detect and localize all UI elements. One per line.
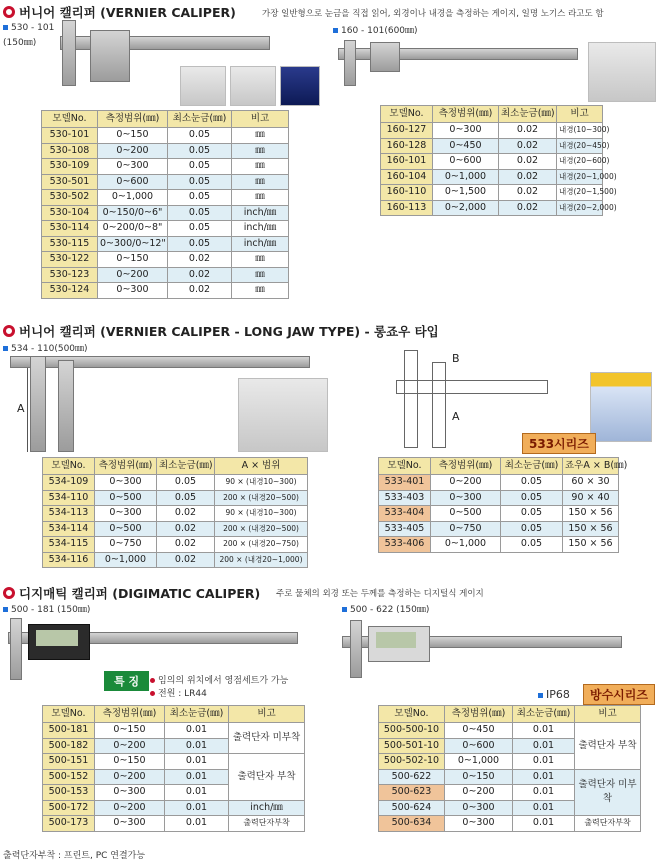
header-range: 측정범위(㎜) xyxy=(95,458,157,475)
value-cell: 0.02 xyxy=(168,267,232,283)
footnote: 출력단자부착 : 프린트, PC 연결가능 xyxy=(3,851,146,861)
value-cell: 0~2,000 xyxy=(433,200,499,216)
header-range: 측정범위(㎜) xyxy=(98,111,168,128)
value-cell: inch/㎜ xyxy=(232,221,289,237)
model-cell: 160-127 xyxy=(381,123,433,139)
value-cell: 0~1,000 xyxy=(98,190,168,206)
model-cell: 160-113 xyxy=(381,200,433,216)
model-cell: 500-153 xyxy=(43,785,95,801)
section2-model-left: 534 - 110(500㎜) xyxy=(3,341,88,354)
value-cell: ㎜ xyxy=(232,252,289,268)
model-cell: 530-114 xyxy=(42,221,98,237)
value-cell: 0.02 xyxy=(499,185,557,201)
section3-title-text: 디지매틱 캘리퍼 (DIGIMATIC CALIPER) xyxy=(19,586,261,601)
model-marker-icon xyxy=(538,693,543,698)
value-cell: 내경(20~1,000) xyxy=(557,169,603,185)
table-row xyxy=(43,552,308,568)
value-cell: 0.05 xyxy=(168,221,232,237)
value-cell: 0.05 xyxy=(168,159,232,175)
value-cell: 0~150 xyxy=(98,252,168,268)
header-resolution: 최소눈금(㎜) xyxy=(499,106,557,123)
model-cell: 500-501-10 xyxy=(379,738,445,754)
table-row xyxy=(42,159,289,175)
note-cell: 출력단자 미부착 xyxy=(575,769,641,816)
section1-model-right: 160 - 101(600㎜) xyxy=(333,23,418,36)
header-note: 비고 xyxy=(557,106,603,123)
model-cell: 534-115 xyxy=(43,537,95,553)
section1-model-left: 530 - 101 xyxy=(3,23,54,33)
feature-tag: 특 징 xyxy=(104,671,149,691)
model-marker-icon xyxy=(3,346,8,351)
value-cell: 0.05 xyxy=(501,537,563,553)
value-cell: 0~500 xyxy=(431,506,501,522)
long-jaw-usage-photo xyxy=(238,378,328,452)
value-cell: 0.05 xyxy=(157,475,215,491)
value-cell: 0~200/0~8" xyxy=(98,221,168,237)
value-cell: 0.02 xyxy=(157,506,215,522)
caliper-slider xyxy=(90,30,130,82)
feature-power: 전원 : LR44 xyxy=(150,686,207,699)
long-jaw-caliper-image xyxy=(10,356,310,368)
model-cell: 530-109 xyxy=(42,159,98,175)
value-cell: 0~300 xyxy=(95,506,157,522)
value-cell: 0.05 xyxy=(501,490,563,506)
section3-right-table: 모델No. 측정범위(㎜) 최소눈금(㎜) 비고 500-500-10 0~450 0.01 출력단자 부착 500-501-10 0~600 0.01 500-502-10 0~1,000 0.01 500-622 0~150 0.01 출력단자 미부착 500-623 0~200 0.01 500-624 0~300 0.01 500-634 0~300 0.01 출력단자부착 xyxy=(378,705,641,832)
table-row xyxy=(379,521,619,537)
waterproof-lcd-screen xyxy=(376,632,416,648)
waterproof-series-badge: 방수시리즈 xyxy=(583,684,655,705)
model-cell: 500-634 xyxy=(379,816,445,832)
header-model: 모델No. xyxy=(379,706,445,723)
large-caliper-photo xyxy=(588,42,656,102)
value-cell: 0~1,000 xyxy=(95,552,157,568)
model-cell: 530-502 xyxy=(42,190,98,206)
value-cell: 내경(10~300) xyxy=(557,123,603,139)
value-cell: 0.05 xyxy=(168,174,232,190)
value-cell: 200 × (내경20~500) xyxy=(215,490,308,506)
model-cell: 160-104 xyxy=(381,169,433,185)
model-cell: 500-623 xyxy=(379,785,445,801)
value-cell: ㎜ xyxy=(232,159,289,175)
value-cell: 200 × (내경20~750) xyxy=(215,537,308,553)
header-resolution: 최소눈금(㎜) xyxy=(168,111,232,128)
table-row xyxy=(42,174,289,190)
value-cell: 0.02 xyxy=(168,252,232,268)
dimension-label-a: A xyxy=(17,402,25,415)
value-cell: 0.05 xyxy=(501,506,563,522)
lcd-screen xyxy=(36,630,78,646)
value-cell: 내경(20~600) xyxy=(557,154,603,170)
model-cell: 530-101 xyxy=(42,128,98,144)
model-cell: 534-114 xyxy=(43,521,95,537)
section1-left-table xyxy=(41,110,289,299)
header-note: 비고 xyxy=(232,111,289,128)
long-jaw-moving xyxy=(58,360,74,452)
model-cell: 533-404 xyxy=(379,506,431,522)
value-cell: 내경(20~450) xyxy=(557,138,603,154)
value-cell: ㎜ xyxy=(232,283,289,299)
header-jaw: A × 범위 xyxy=(215,458,308,475)
value-cell: ㎜ xyxy=(232,174,289,190)
section2-title xyxy=(3,322,439,340)
large-caliper-slider xyxy=(370,42,400,72)
value-cell: ㎜ xyxy=(232,143,289,159)
value-cell: 150 × 56 xyxy=(563,537,619,553)
dimension-line-a xyxy=(27,368,28,452)
ip68-label: IP68 xyxy=(538,688,570,701)
model-cell: 500-181 xyxy=(43,723,95,739)
table-row xyxy=(42,283,289,299)
section3-left-table: 모델No. 측정범위(㎜) 최소눈금(㎜) 비고 500-181 0~150 0.01 출력단자 미부착 500-182 0~200 0.01 500-151 0~150 0.01 출력단자 부착 500-152 0~200 0.01 500-153 0~300 0.01 500-172 0~200 0.01 inch/㎜ 500-173 0~300 0.01 출력단자부착 xyxy=(42,705,305,832)
value-cell: 내경(20~2,000) xyxy=(557,200,603,216)
table-row xyxy=(381,200,603,216)
model-marker-icon xyxy=(342,607,347,612)
value-cell: 0.02 xyxy=(157,552,215,568)
model-marker-icon xyxy=(3,607,8,612)
usage-photo-3 xyxy=(280,66,320,106)
value-cell: 0.05 xyxy=(168,128,232,144)
value-cell: 90 × (내경10~300) xyxy=(215,475,308,491)
table-row xyxy=(43,537,308,553)
value-cell: 0~300/0~12" xyxy=(98,236,168,252)
model-cell: 530-108 xyxy=(42,143,98,159)
value-cell: 0.05 xyxy=(157,490,215,506)
model-cell: 500-173 xyxy=(43,816,95,832)
value-cell: inch/㎜ xyxy=(232,205,289,221)
worker-illustration xyxy=(590,372,652,442)
note-cell: 출력단자 미부착 xyxy=(229,723,305,754)
header-range: 측정범위(㎜) xyxy=(445,706,513,723)
section2-title-text: 버니어 캘리퍼 (VERNIER CALIPER - LONG JAW TYPE) - 롱죠우 타입 xyxy=(19,324,439,339)
section3-model-left: 500 - 181 (150㎜) xyxy=(3,602,90,615)
table-row xyxy=(42,128,289,144)
waterproof-fixed-jaw xyxy=(350,620,362,678)
value-cell: 0~200 xyxy=(431,475,501,491)
header-range: 측정범위(㎜) xyxy=(95,706,165,723)
value-cell: 0~300 xyxy=(98,283,168,299)
value-cell: 200 × (내경20~500) xyxy=(215,521,308,537)
section3-model-right: 500 - 622 (150㎜) xyxy=(342,602,429,615)
diagram-moving-jaw xyxy=(432,362,446,448)
table-row xyxy=(381,138,603,154)
model-cell: 534-109 xyxy=(43,475,95,491)
model-cell: 534-113 xyxy=(43,506,95,522)
header-range: 측정범위(㎜) xyxy=(431,458,501,475)
feature-zero-set: 임의의 위치에서 영점세트가 가능 xyxy=(150,673,288,686)
header-note: 비고 xyxy=(575,706,641,723)
note-cell: inch/㎜ xyxy=(229,800,305,816)
model-cell: 530-115 xyxy=(42,236,98,252)
table-row xyxy=(379,475,619,491)
header-resolution: 최소눈금(㎜) xyxy=(501,458,563,475)
note-cell: 출력단자부착 xyxy=(575,816,641,832)
feature-bullet-icon xyxy=(150,691,155,696)
value-cell: 0~150/0~6" xyxy=(98,205,168,221)
value-cell: 0.02 xyxy=(157,537,215,553)
table-row xyxy=(379,537,619,553)
value-cell: 0~300 xyxy=(431,490,501,506)
value-cell: 200 × (내경20~1,000) xyxy=(215,552,308,568)
diagram-fixed-jaw xyxy=(404,350,418,448)
model-cell: 500-500-10 xyxy=(379,723,445,739)
section1-title xyxy=(3,3,236,21)
value-cell: 0~500 xyxy=(95,490,157,506)
table-row xyxy=(381,154,603,170)
value-cell: 0~150 xyxy=(98,128,168,144)
table-row xyxy=(43,490,308,506)
section2-right-table xyxy=(378,457,628,553)
model-cell: 160-128 xyxy=(381,138,433,154)
usage-photo-1 xyxy=(180,66,226,106)
table-row xyxy=(42,143,289,159)
value-cell: 0.02 xyxy=(499,200,557,216)
model-cell: 533-405 xyxy=(379,521,431,537)
value-cell: 0~300 xyxy=(95,475,157,491)
model-cell: 530-123 xyxy=(42,267,98,283)
series-533-badge: 533시리즈 xyxy=(522,433,596,454)
model-cell: 500-172 xyxy=(43,800,95,816)
note-cell: 출력단자 부착 xyxy=(229,754,305,801)
value-cell: 0.05 xyxy=(168,236,232,252)
value-cell: ㎜ xyxy=(232,267,289,283)
value-cell: 0~300 xyxy=(433,123,499,139)
value-cell: 0.02 xyxy=(499,138,557,154)
table-row xyxy=(42,221,289,237)
value-cell: 0.02 xyxy=(157,521,215,537)
value-cell: 0~600 xyxy=(98,174,168,190)
value-cell: 0.05 xyxy=(168,143,232,159)
value-cell: 0.05 xyxy=(501,475,563,491)
section2-left-table xyxy=(42,457,308,568)
model-cell: 533-406 xyxy=(379,537,431,553)
table-row xyxy=(379,490,619,506)
model-marker-icon xyxy=(3,25,8,30)
value-cell: ㎜ xyxy=(232,190,289,206)
model-marker-icon xyxy=(333,28,338,33)
model-cell: 500-622 xyxy=(379,769,445,785)
value-cell: 0~300 xyxy=(98,159,168,175)
value-cell: 90 × 40 xyxy=(563,490,619,506)
table-row xyxy=(43,506,308,522)
table-row xyxy=(381,169,603,185)
value-cell: 0~450 xyxy=(433,138,499,154)
header-note: 비고 xyxy=(229,706,305,723)
model-cell: 534-110 xyxy=(43,490,95,506)
header-model: 모델No. xyxy=(42,111,98,128)
model-cell: 500-502-10 xyxy=(379,754,445,770)
model-cell: 533-403 xyxy=(379,490,431,506)
model-cell: 500-182 xyxy=(43,738,95,754)
table-row xyxy=(42,205,289,221)
caliper-fixed-jaw xyxy=(62,20,76,86)
value-cell: 0~1,000 xyxy=(433,169,499,185)
value-cell: 0~500 xyxy=(95,521,157,537)
header-model: 모델No. xyxy=(379,458,431,475)
value-cell: 0.05 xyxy=(168,190,232,206)
table-row xyxy=(42,252,289,268)
section3-description: 주로 물체의 외경 또는 두께를 측정하는 디지털식 게이지 xyxy=(276,589,484,599)
note-cell: 출력단자 부착 xyxy=(575,723,641,770)
header-model: 모델No. xyxy=(381,106,433,123)
note-cell: 출력단자부착 xyxy=(229,816,305,832)
value-cell: ㎜ xyxy=(232,128,289,144)
header-jaw: 죠우A × B(㎜) xyxy=(563,458,619,475)
feature-bullet-icon xyxy=(150,678,155,683)
table-row xyxy=(42,190,289,206)
model-cell: 534-116 xyxy=(43,552,95,568)
header-resolution: 최소눈금(㎜) xyxy=(165,706,229,723)
value-cell: 0~200 xyxy=(98,143,168,159)
table-row xyxy=(381,185,603,201)
long-jaw-fixed xyxy=(30,356,46,452)
section1-title-text: 버니어 캘리퍼 (VERNIER CALIPER) xyxy=(19,5,236,20)
table-row xyxy=(42,236,289,252)
dimension-label-b: B xyxy=(452,352,460,365)
dimension-label-a2: A xyxy=(452,410,460,423)
header-resolution: 최소눈금(㎜) xyxy=(157,458,215,475)
section3-title xyxy=(3,584,260,602)
model-cell: 530-501 xyxy=(42,174,98,190)
value-cell: 0.02 xyxy=(499,123,557,139)
table-row xyxy=(43,475,308,491)
value-cell: 0.05 xyxy=(168,205,232,221)
section-bullet-icon xyxy=(3,6,15,18)
value-cell: 90 × (내경10~300) xyxy=(215,506,308,522)
section-bullet-icon xyxy=(3,587,15,599)
value-cell: 0~750 xyxy=(95,537,157,553)
table-row xyxy=(43,521,308,537)
header-model: 모델No. xyxy=(43,706,95,723)
header-range: 측정범위(㎜) xyxy=(433,106,499,123)
model-cell: 500-151 xyxy=(43,754,95,770)
table-row xyxy=(42,267,289,283)
value-cell: 0.05 xyxy=(501,521,563,537)
large-caliper-jaw xyxy=(344,40,356,86)
value-cell: 150 × 56 xyxy=(563,506,619,522)
value-cell: 내경(20~1,500) xyxy=(557,185,603,201)
value-cell: 0~1,000 xyxy=(431,537,501,553)
section1-right-table xyxy=(380,105,617,216)
value-cell: 0~600 xyxy=(433,154,499,170)
section-bullet-icon xyxy=(3,325,15,337)
value-cell: 0.02 xyxy=(168,283,232,299)
model-cell: 533-401 xyxy=(379,475,431,491)
value-cell: 0.02 xyxy=(499,169,557,185)
model-cell: 500-152 xyxy=(43,769,95,785)
header-resolution: 최소눈금(㎜) xyxy=(513,706,575,723)
model-cell: 160-110 xyxy=(381,185,433,201)
usage-photo-2 xyxy=(230,66,276,106)
value-cell: 0~1,500 xyxy=(433,185,499,201)
diagram-beam xyxy=(396,380,548,394)
value-cell: 0~750 xyxy=(431,521,501,537)
value-cell: 60 × 30 xyxy=(563,475,619,491)
value-cell: 150 × 56 xyxy=(563,521,619,537)
value-cell: inch/㎜ xyxy=(232,236,289,252)
digimatic-fixed-jaw xyxy=(10,618,22,680)
table-row xyxy=(381,123,603,139)
header-model: 모델No. xyxy=(43,458,95,475)
value-cell: 0~200 xyxy=(98,267,168,283)
section1-description: 가장 일반형으로 눈금을 직접 읽어, 외경이나 내경을 측정하는 게이지, 일명 노기스 라고도 함 xyxy=(262,9,604,19)
model-cell: 530-122 xyxy=(42,252,98,268)
model-cell: 160-101 xyxy=(381,154,433,170)
value-cell: 0.02 xyxy=(499,154,557,170)
section1-model-left-size: (150㎜) xyxy=(3,38,37,48)
table-row xyxy=(379,506,619,522)
model-cell: 530-104 xyxy=(42,205,98,221)
model-cell: 530-124 xyxy=(42,283,98,299)
model-cell: 500-624 xyxy=(379,800,445,816)
